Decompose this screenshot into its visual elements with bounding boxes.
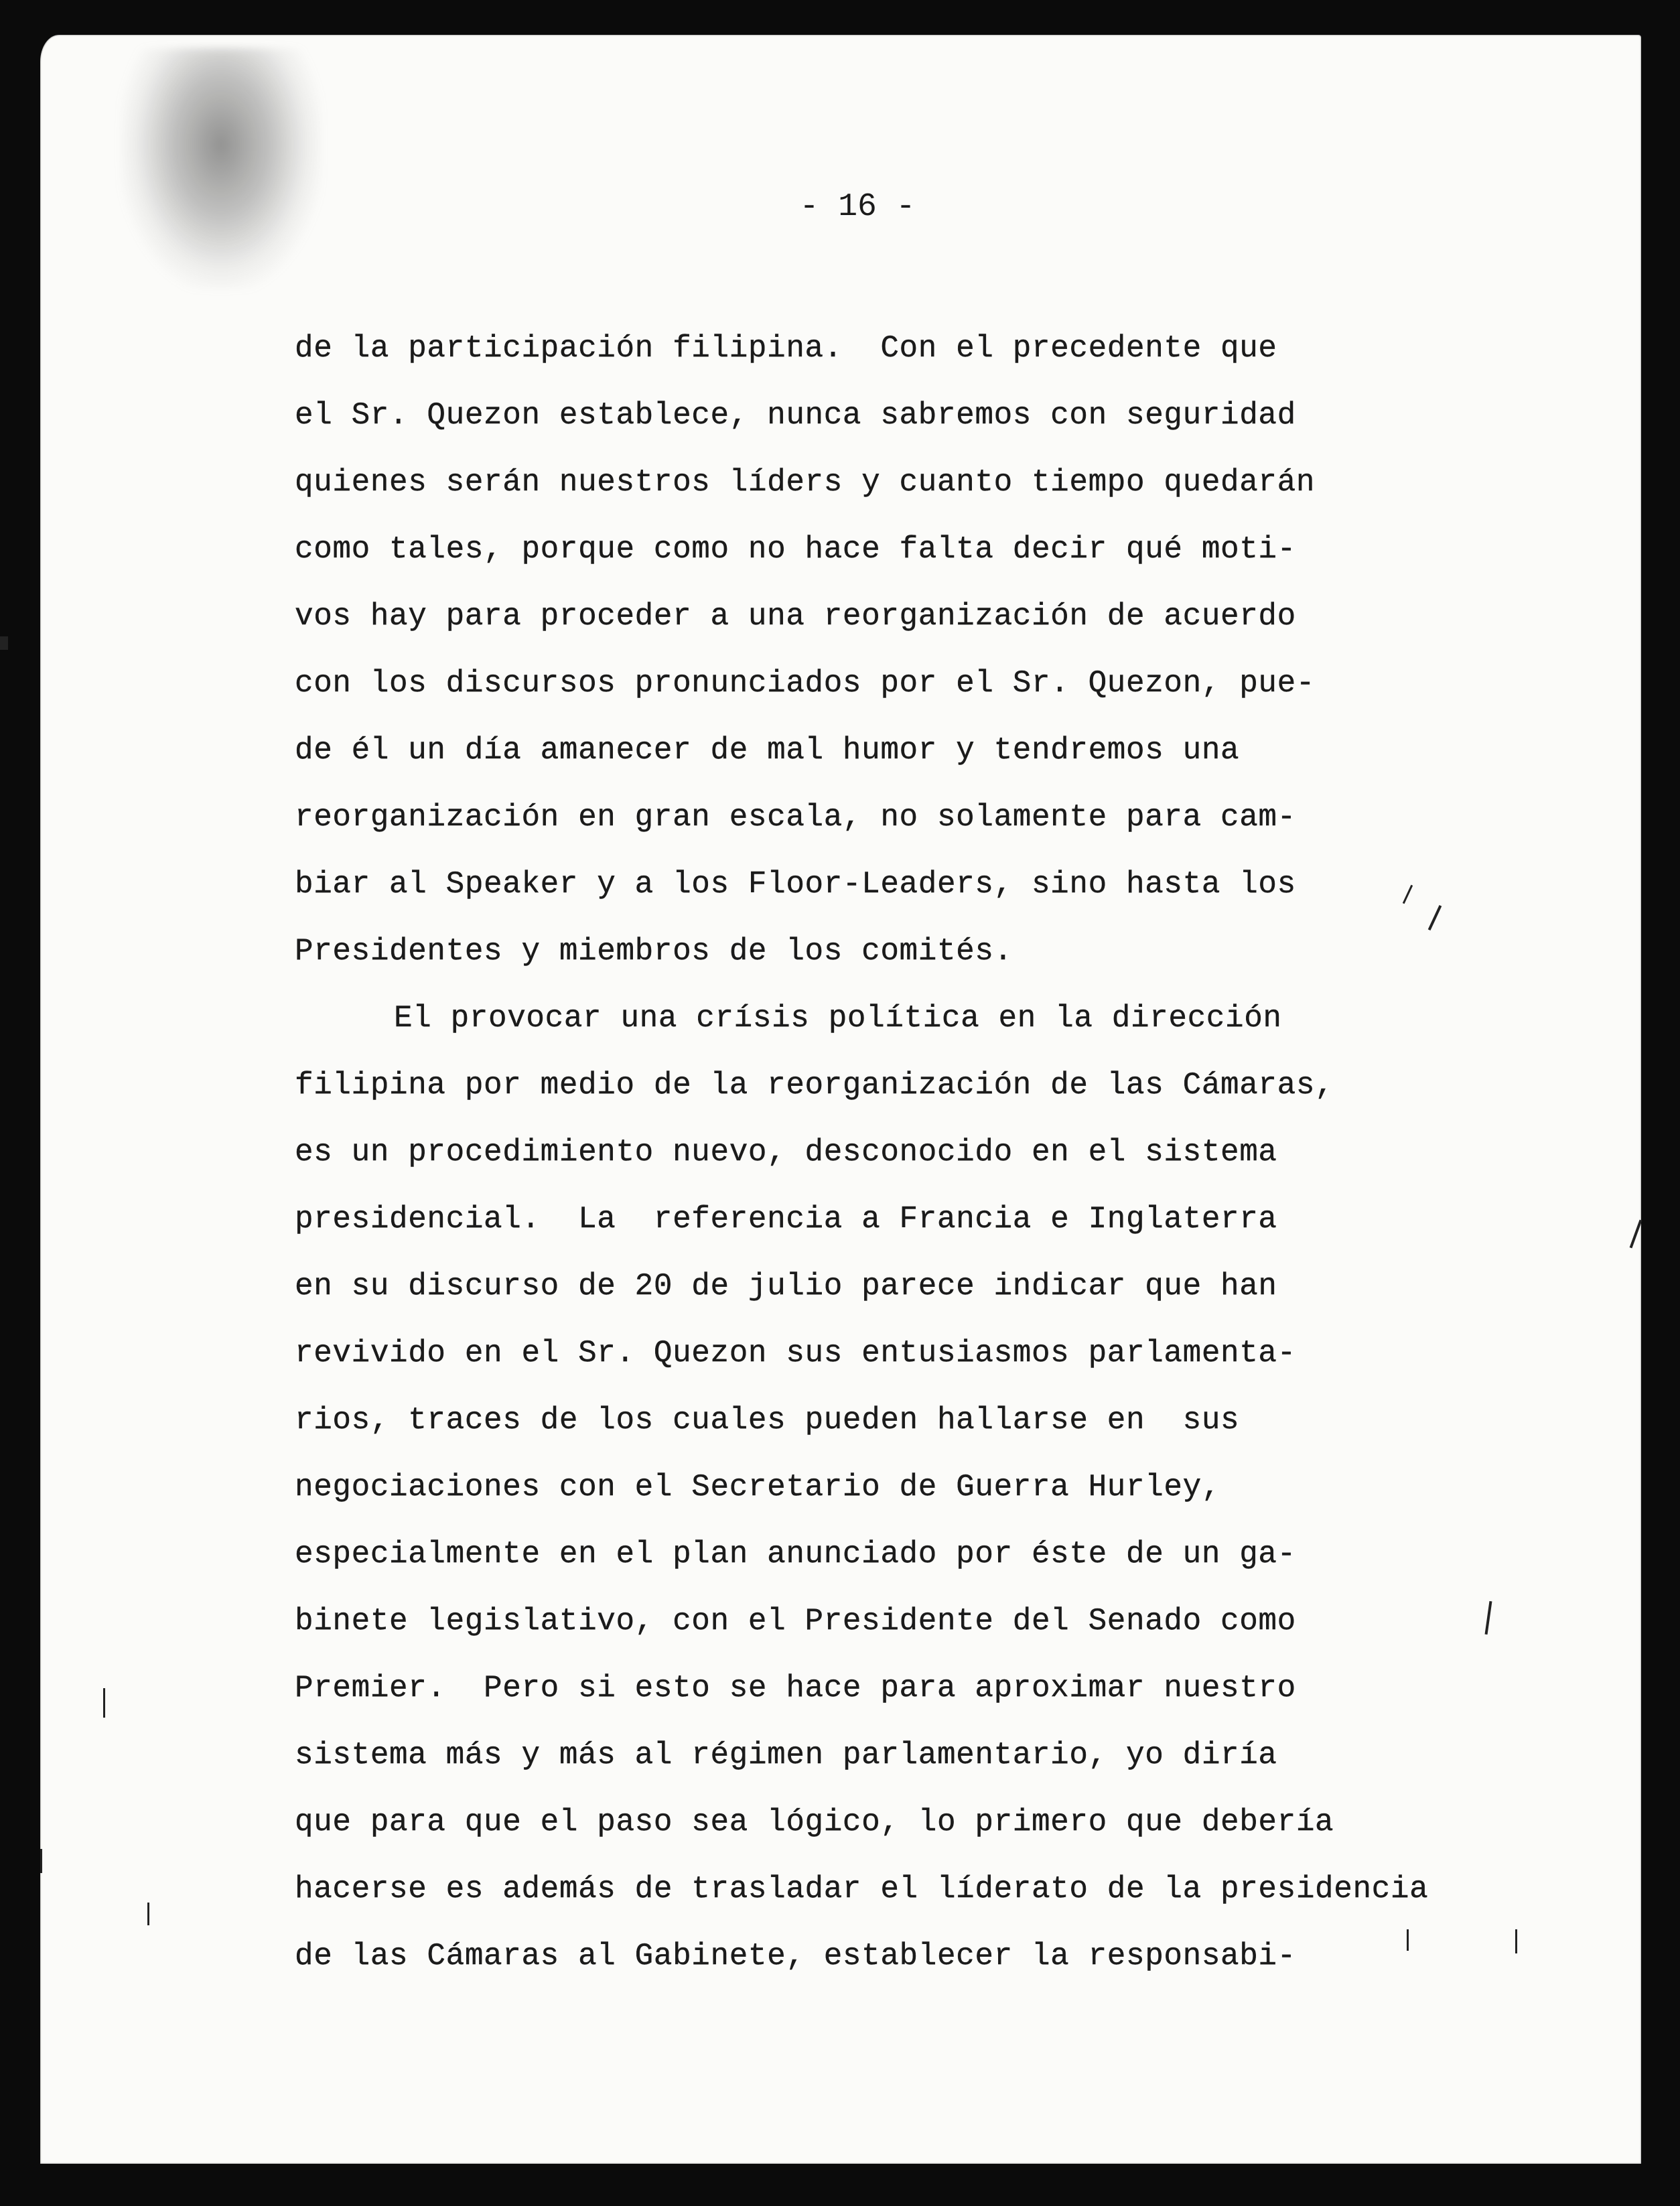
text-line: quienes serán nuestros líders y cuanto tiempo quedarán <box>295 465 1316 500</box>
text-line: El provocar una crísis política en la dirección <box>394 1001 1282 1036</box>
text-line: vos hay para proceder a una reorganización de acuerdo <box>295 599 1296 634</box>
text-line: como tales, porque como no hace falta decir qué moti- <box>295 532 1296 567</box>
text-line: de las Cámaras al Gabinete, establecer la responsabi- <box>295 1939 1296 1974</box>
margin-mark <box>1515 1929 1517 1953</box>
text-line: especialmente en el plan anunciado por éste de un ga- <box>295 1537 1296 1572</box>
text-line: con los discursos pronunciados por el Sr. Quezon, pue- <box>295 666 1316 701</box>
text-line: negociaciones con el Secretario de Guerra Hurley, <box>295 1470 1221 1505</box>
page-number: - 16 - <box>799 189 916 225</box>
text-line: Premier. Pero si esto se hace para aproximar nuestro <box>295 1671 1296 1706</box>
text-line: de él un día amanecer de mal humor y tendremos una <box>295 733 1240 768</box>
document-body <box>295 315 1567 1990</box>
text-line: filipina por medio de la reorganización de las Cámaras, <box>295 1068 1334 1103</box>
margin-mark <box>147 1903 149 1925</box>
text-line: hacerse es además de trasladar el líderato de la presidencia <box>295 1872 1429 1907</box>
text-line: es un procedimiento nuevo, desconocido en el sistema <box>295 1135 1277 1170</box>
ink-smudge <box>121 48 322 289</box>
text-line: el Sr. Quezon establece, nunca sabremos con seguridad <box>295 398 1296 433</box>
text-line: Presidentes y miembros de los comités. <box>295 934 1013 969</box>
text-line: sistema más y más al régimen parlamentario, yo diría <box>295 1738 1277 1773</box>
text-line: revivido en el Sr. Quezon sus entusiasmos parlamenta- <box>295 1336 1296 1371</box>
text-line: reorganización en gran escala, no solamente para cam- <box>295 800 1296 835</box>
margin-mark <box>40 1849 42 1873</box>
margin-mark <box>0 636 8 650</box>
text-line: de la participación filipina. Con el precedente que <box>295 331 1277 366</box>
text-line: binete legislativo, con el Presidente del Senado como <box>295 1604 1296 1639</box>
text-line: presidencial. La referencia a Francia e Inglaterra <box>295 1202 1277 1237</box>
text-line: en su discurso de 20 de julio parece indicar que han <box>295 1269 1277 1304</box>
text-line: biar al Speaker y a los Floor-Leaders, sino hasta los <box>295 867 1296 902</box>
margin-mark <box>1407 1929 1409 1951</box>
text-line: que para que el paso sea lógico, lo primero que debería <box>295 1805 1334 1840</box>
text-line: rios, traces de los cuales pueden hallarse en sus <box>295 1403 1240 1438</box>
margin-mark <box>103 1688 105 1718</box>
